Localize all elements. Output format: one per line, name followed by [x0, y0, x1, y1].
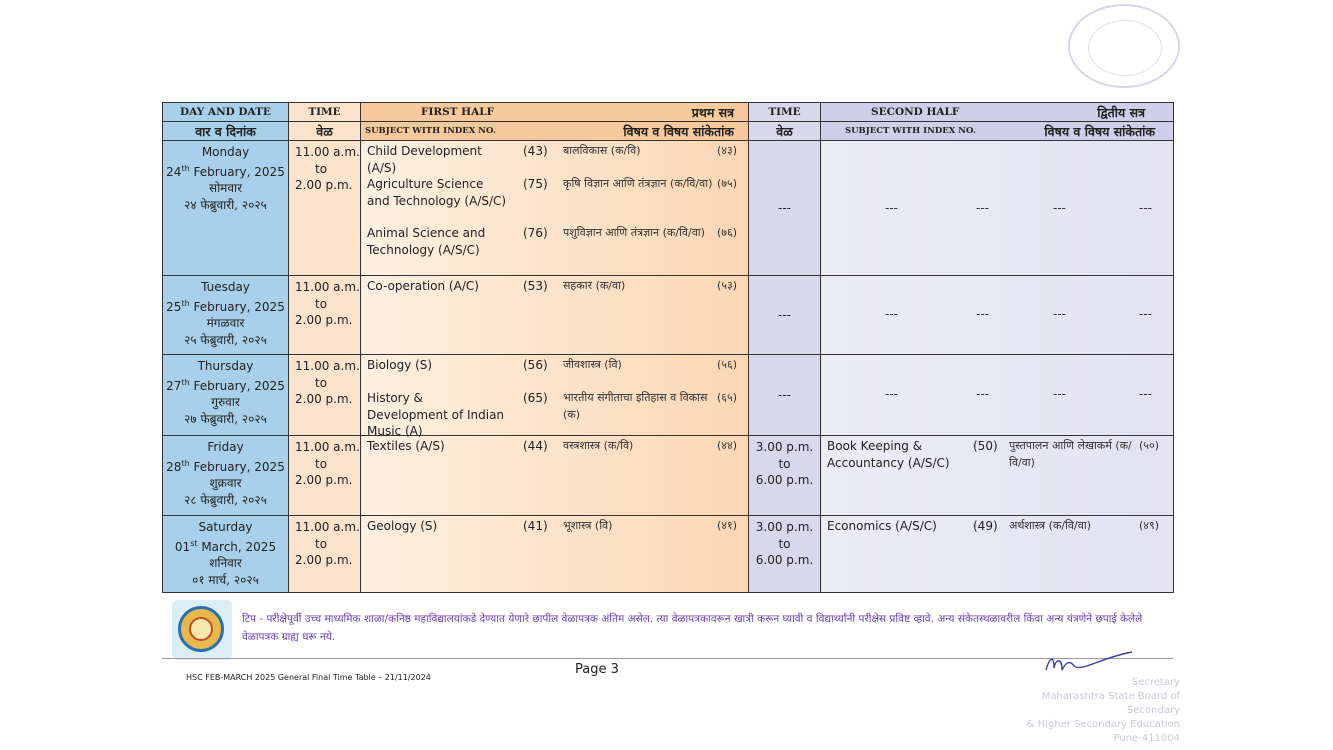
second-half-cell: Book Keeping & Accountancy (A/S/C) (50) पुस्तपालन आणि लेखाकर्म (क/वि/वा) (५०) [821, 436, 1174, 516]
first-half-cell: Child Development (A/S) (43) बालविकास (क/वि) (४३) Agriculture Science and Technology (A/S/C) (75) कृषि विज्ञान आणि तंत्रज्ञान (क/वि/वा) (७५) Animal Science and Technology (A/S/C) (76) पशुविज्ञान आणि तंत्रज्ञान (क/वि/वा) (७६) [361, 141, 749, 276]
time2-cell: --- [749, 276, 821, 355]
signature [1040, 648, 1140, 678]
board-logo [172, 600, 232, 660]
time-cell: 11.00 a.m. to 2.00 p.m. [289, 516, 361, 593]
table-row [163, 436, 1174, 516]
first-half-cell: Biology (S) (56) जीवशास्त्र (वि) (५६) History & Development of Indian Music (A) (65) भारतीय संगीताचा इतिहास व विकास (क) (६५) [361, 355, 749, 436]
time-cell: 11.00 a.m. to 2.00 p.m. [289, 436, 361, 516]
first-half-cell: Geology (S) (41) भूशास्त्र (वि) (४१) [361, 516, 749, 593]
document-reference: HSC FEB-MARCH 2025 General Final Time Table – 21/11/2024 [186, 673, 431, 682]
second-subject-header-en: SUBJECT WITH INDEX NO. [845, 126, 976, 136]
day-date-cell: Tuesday 25th February, 2025 मंगळवार २५ फेब्रुवारी, २०२५ [163, 276, 289, 355]
table-row [163, 355, 1174, 436]
second-half-cell: Economics (A/S/C) (49) अर्थशास्त्र (क/वि/वा) (४९) [821, 516, 1174, 593]
second-subject-header-mr: विषय व विषय सांकेतांक [1044, 123, 1155, 139]
time-header-en: TIME [289, 103, 361, 122]
second-half-cell: --- --- --- --- [821, 276, 1174, 355]
first-half-cell: Textiles (A/S) (44) वस्त्रशास्त्र (क/वि) (४४) [361, 436, 749, 516]
board-stamp [1068, 4, 1180, 88]
first-subject-header-mr: विषय व विषय सांकेतांक [623, 123, 734, 139]
time2-header-mr: वेळ [749, 122, 821, 141]
first-subject-header-en: SUBJECT WITH INDEX NO. [365, 126, 496, 136]
second-half-header-mr: द्वितीय सत्र [1097, 104, 1145, 120]
time2-cell: 3.00 p.m. to 6.00 p.m. [749, 516, 821, 593]
time-cell: 11.00 a.m. to 2.00 p.m. [289, 355, 361, 436]
first-half-header-en: FIRST HALF [421, 106, 495, 118]
second-half-header-en: SECOND HALF [871, 106, 960, 118]
table-row [163, 516, 1174, 593]
time-header-mr: वेळ [289, 122, 361, 141]
table-row [163, 141, 1174, 276]
time-cell: 11.00 a.m. to 2.00 p.m. [289, 276, 361, 355]
footer-divider [162, 658, 1173, 659]
timetable [162, 102, 1174, 593]
secretary-seal-text: Secretary Maharashtra State Board of Secondary & Higher Secondary Education Pune-411004 [1026, 677, 1180, 744]
time2-cell: --- [749, 355, 821, 436]
time2-header-en: TIME [749, 103, 821, 122]
day-date-header-en: DAY AND DATE [163, 103, 289, 122]
day-date-cell: Thursday 27th February, 2025 गुरुवार २७ फेब्रुवारी, २०२५ [163, 355, 289, 436]
time-cell: 11.00 a.m. to 2.00 p.m. [289, 141, 361, 276]
day-date-cell: Friday 28th February, 2025 शुक्रवार २८ फेब्रुवारी, २०२५ [163, 436, 289, 516]
first-half-header-mr: प्रथम सत्र [691, 104, 734, 120]
second-half-cell: --- --- --- --- [821, 141, 1174, 276]
first-half-cell: Co-operation (A/C) (53) सहकार (क/वा) (५३) [361, 276, 749, 355]
time2-cell: 3.00 p.m. to 6.00 p.m. [749, 436, 821, 516]
second-half-cell: --- --- --- --- [821, 355, 1174, 436]
page-number: Page 3 [575, 662, 619, 677]
day-date-cell: Saturday 01st March, 2025 शनिवार ०१ मार्च, २०२५ [163, 516, 289, 593]
time2-cell: --- [749, 141, 821, 276]
footer-note: टिप - परीक्षेपूर्वी उच्च माध्यमिक शाळा/कनिष्ठ महाविद्यालयांकडे देण्यात येणारे छापील वेळापत्रक अंतिम असेल. त्या वेळापत्रकावरून खात्री करून घ्यावी व विद्यार्थ्यांनी परीक्षेस प्रविष्ट व्हावे. अन्य संकेतस्थळावरील किंवा अन्य यंत्रणेने छपाई केलेले वेळापत्रक ग्राह्य धरू नये. [242, 613, 1143, 643]
table-row [163, 276, 1174, 355]
day-date-cell: Monday 24th February, 2025 सोमवार २४ फेब्रुवारी, २०२५ [163, 141, 289, 276]
day-date-header-mr: वार व दिनांक [163, 122, 289, 141]
